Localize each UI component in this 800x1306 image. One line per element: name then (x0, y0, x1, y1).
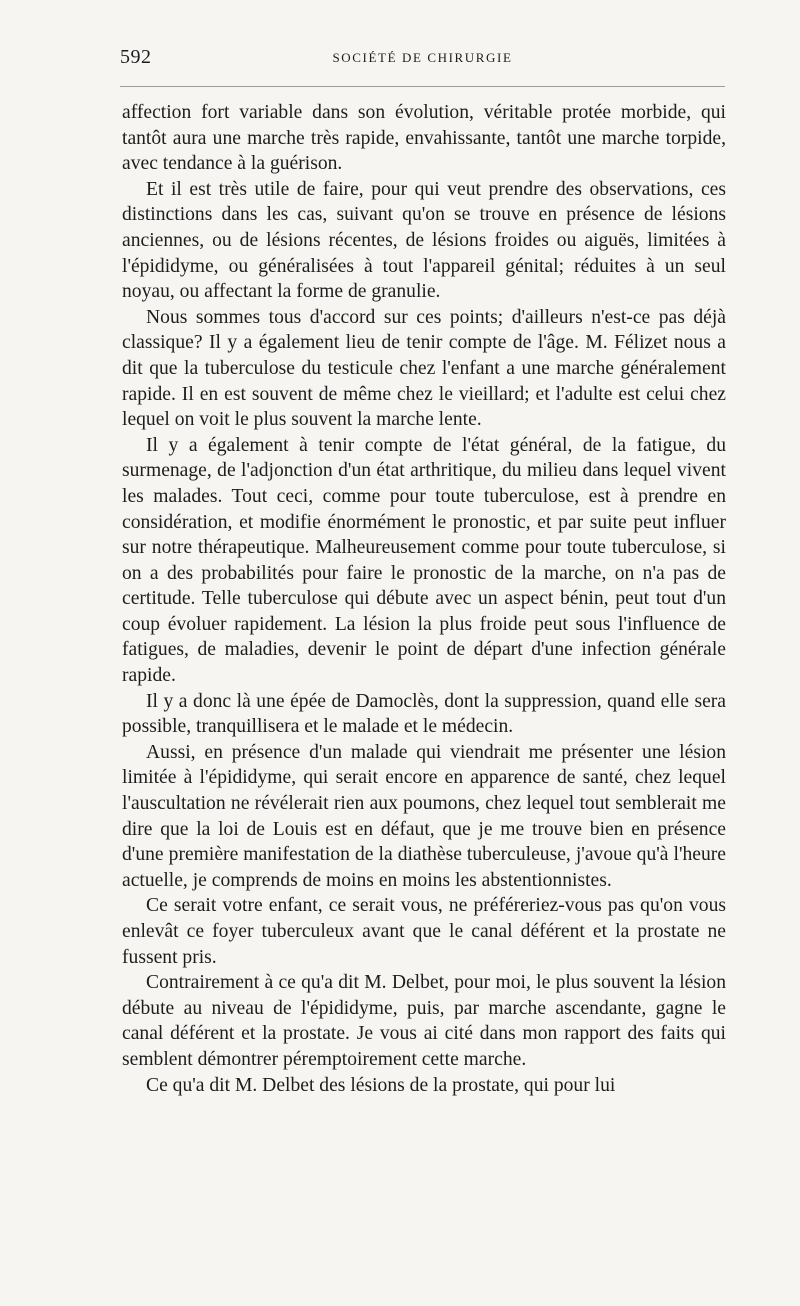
body-text (122, 100, 726, 1098)
paragraph-8: Contrairement à ce qu'a dit M. Delbet, pour moi, le plus souvent la lésion débute au niveau de l'épididyme, puis, par marche ascendante, gagne le canal déférent et la prostate. Je vous ai cité dans mon rapport des faits qui semblent démontrer péremptoirement cette marche. (122, 972, 726, 1070)
running-head (120, 46, 725, 76)
page-number: 592 (120, 46, 152, 68)
header-rule (120, 86, 725, 87)
paragraph-7: Ce serait votre enfant, ce serait vous, ne préféreriez-vous pas qu'on vous enlevât ce foyer tuberculeux avant que le canal déférent et la prostate ne fussent pris. (122, 895, 726, 968)
paragraph-4: Il y a également à tenir compte de l'état général, de la fatigue, du surmenage, de l'adjonction d'un état arthritique, du milieu dans lequel vivent les malades. Tout ceci, comme pour toute tuberculose, est à prendre en considération, et modifie énormément le pronostic, et par suite peut influer sur notre thérapeutique. Malheureusement comme pour toute tuberculose, si on a des probabilités pour faire le pronostic de la marche, on n'a pas de certitude. Telle tuberculose qui débute avec un aspect bénin, peut tout d'un coup évoluer rapidement. La lésion la plus froide peut sous l'influence de fatigues, de maladies, devenir le point de départ d'une infection générale rapide. (122, 434, 726, 687)
paragraph-9: Ce qu'a dit M. Delbet des lésions de la prostate, qui pour lui (146, 1074, 616, 1096)
paragraph-5: Il y a donc là une épée de Damoclès, dont la suppression, quand elle sera possible, tranquillisera et le malade et le médecin. (122, 690, 726, 738)
paragraph-3: Nous sommes tous d'accord sur ces points; d'ailleurs n'est-ce pas déjà classique? Il y a également lieu de tenir compte de l'âge. M. Félizet nous a dit que la tuberculose du testicule chez l'enfant a une marche généralement rapide. Il en est souvent de même chez le vieillard; et l'adulte est celui chez lequel on voit le plus souvent la marche lente. (122, 306, 726, 431)
paragraph-1: affection fort variable dans son évolution, véritable protée morbide, qui tantôt aura une marche très rapide, envahissante, tantôt une marche torpide, avec tendance à la guérison. (122, 102, 726, 175)
paragraph-2: Et il est très utile de faire, pour qui veut prendre des observations, ces distinctions dans les cas, suivant qu'on se trouve en présence de lésions anciennes, ou de lésions récentes, de lésions froides ou aiguës, limitées à l'épididyme, ou généralisées à tout l'appareil génital; réduites à un seul noyau, ou affectant la forme de granulie. (122, 178, 726, 303)
paragraph-6: Aussi, en présence d'un malade qui viendrait me présenter une lésion limitée à l'épididyme, qui serait encore en apparence de santé, chez lequel l'auscultation ne révélerait rien aux poumons, chez lequel tout semblerait me dire que la loi de Louis est en défaut, que je me trouve bien en présence d'une première manifestation de la diathèse tuberculeuse, j'avoue qu'à l'heure actuelle, je comprends de moins en moins les abstentionnistes. (122, 741, 726, 891)
journal-title: SOCIÉTÉ DE CHIRURGIE (332, 50, 513, 65)
